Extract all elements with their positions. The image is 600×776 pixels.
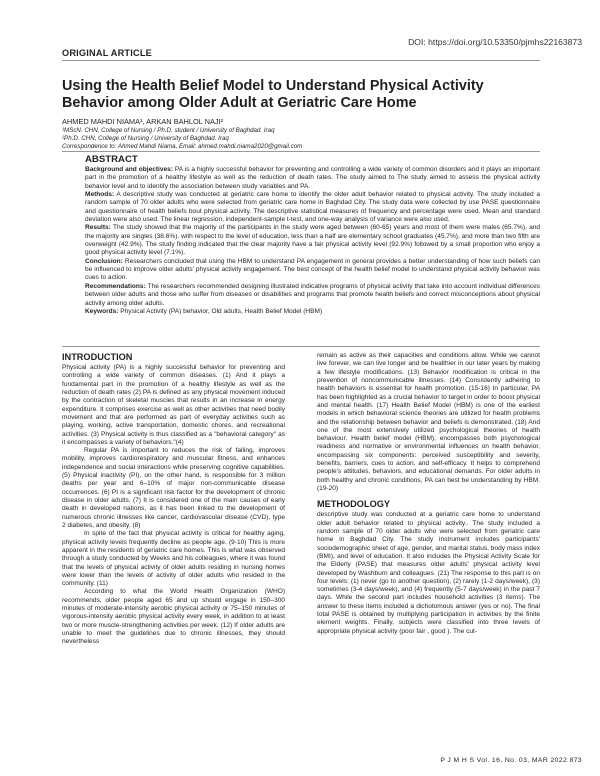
affiliation-2: ²Ph.D. CHN, College of Nursing / University of Baghdad. Iraq xyxy=(62,135,229,142)
article-type: ORIGINAL ARTICLE xyxy=(62,48,152,58)
abstract-bottom-divider xyxy=(62,346,540,347)
abstract-heading: ABSTRACT xyxy=(85,154,138,165)
abstract-text: The researchers recommended designing illustrated indicative programs of physical activity that take into account individual differences between older adults and those who suffer from diseases or disabilities and programs that promote health beliefs and correct misconceptions about physical activity among older adults. xyxy=(85,282,540,307)
abstract-label: Keywords: xyxy=(85,307,119,315)
page-footer: P J M H S Vol. 16, No. 03, MAR 2022 873 xyxy=(440,757,582,764)
intro-paragraph: Regular PA is important to reduces the risk of falling, improves mobility, improves cardiorespiratory and muscular fitness, and enhances independence and social interactions while preserving cognitive capabilities. (5) Physical inactivity (PI), on the other hand, is responsible for 3 million deaths per year and 6–10% of major non-communicable disease occurrences. (6) PI is a significant risk factor for the development of chronic disease in older adults. (7) It is considered one of the main causes of early death in developed nations, as it has been linked to the development of numerous chronic illnesses like cancer, cardiovascular disease (CVD), type 2 diabetes, and obesity. (8) xyxy=(62,447,285,529)
abstract-label: Background and objectives: xyxy=(85,166,173,173)
abstract-conclusion xyxy=(85,258,540,283)
intro-continued-paragraph: remain as active as their capacities and conditions allow. While we cannot live forever, we can live longer and be healthier in our later years by making a few lifestyle modifications. (13) Behavior modification is critical in the prevention of noncommunicable illnesses. (14) Consistently adhering to health behaviors is essential for health promotion. (15-16) In particular, PA has been highlighted as a crucial behavior to target in order to boost physical and mental health. (17) Health Belief Model (HBM) is one of the earliest models in which behavioral science theories are utilized for health problems and the relationship between behavior and beliefs is demonstrated. (18) And one of the most extensively utilized psychological theories of health behaviour. Health belief model (HBM), encompasses both psychological readiness and normative or environmental influences on health behavior, encompassing six components: perceived susceptibility and severity, benefits, barriers, cues to action, and self-efficacy. It helps to comprehend people's attitudes, behaviors, and educational demands. For older adults in both healthy and chronic conditions, PA can best be understanding by HBM. (19-20) xyxy=(317,352,540,492)
abstract-label: Recommendations: xyxy=(85,282,146,290)
abstract-text: Physical Activity (PA) behavior, Old adults, Health Belief Model (HBM) xyxy=(118,307,323,315)
abstract-text: A descriptive study was conducted at geriatric care home to identify the older adult behavior related to physical activity. The study included a random sample of 70 older adults who were selected from geriatric care home in Baghdad City. The study data were collected by use PASE questionnaire and questionnaire of health beliefs bout physical activity. The descriptive statistical measures of frequency and percentage were used. Mean and standard deviation were also used. The linear regression, independent-sample t-test, and one-way analysis of variance were also used. xyxy=(85,191,540,224)
abstract-results xyxy=(85,224,540,257)
paper-title: Using the Health Belief Model to Understand Physical Activity Behavior among Older Adult at Geriatric Care Home xyxy=(62,78,484,111)
abstract-text: Researchers concluded that using the HBM to understand PA engagement in general provides a better understanding of how such beliefs can be influenced to improve older adults' physical activity engagement. The best concept of the health belief model to understand physical activity behavior was cues to action. xyxy=(85,257,540,282)
intro-paragraph: In spite of the fact that physical activity is critical for healthy aging, physical activity levels frequently decline as people age. (9-10) This is more apparent in the residents of geriatric care homes. This is what was observed through a study conducted by Weeks and his colleagues, where it was found that the levels of physical activity of older adults residing in nursing homes were lower than the levels of activity of older adults who resided in the community. (11) xyxy=(62,530,285,588)
author-list: AHMED MAHDI NIAMA¹, ARKAN BAHLOL NAJI² xyxy=(62,117,224,126)
abstract-label: Methods: xyxy=(85,191,115,199)
abstract-block xyxy=(85,154,540,316)
affiliation-1: ¹MScN. CHN, College of Nursing / Ph.D. student / University of Baghdad. Iraq xyxy=(62,127,275,134)
abstract-top-divider xyxy=(62,151,540,152)
abstract-label: Results: xyxy=(85,224,111,232)
abstract-recommendations xyxy=(85,283,540,308)
methodology-paragraph: descriptive study was conducted at a geriatric care home to understand older adult behavior related to physical activity.. The study included a random sample of 70 older adults who were selected from geriatric care home in Baghdad City. The study instrument includes participants' sociodemographic sheet of age, gender, and marital status, body mass index (BMI), and level of education. It also includes the Physical Activity Scale for the Elderly (PASE) that measures older adults' physical activity level developed by Washburn and colleagues. (21) The response to this part is on four levels: (1) never (go to another question), (2) rarely (1-2 days/week), (3) sometimes (3-4 days/week), and (4) frequently (5-7 days/week) in the past 7 days. While the second part includes household activities (3 items). The answer to these items included a dichotomous answer (yes or no). The final total PASE is obtained by multiplying participation in activities by the finite element weights. Finally, subjects were classified into three levels of appropriate physical activity (poor fair , good ). The cut- xyxy=(317,511,540,635)
abstract-text: The study showed that the majority of the participants in the study were aged between (60-65) years and most of them were males (65.7%), and the majority are singles (38.6%). with respect to the level of education, less than a half are elementary school graduates (45.7%), and more than two fifth are overweight (42.9%). The study finding indicated that the clear majority have a fair physical activity level (92.9%) followed by a small proportion who enjoy a good physical activity level (7.1%). xyxy=(85,224,540,257)
top-divider xyxy=(62,60,540,61)
doi-line[interactable]: DOI: https://doi.org/10.53350/pjmhs22163873 xyxy=(408,37,582,47)
abstract-keywords xyxy=(85,308,540,316)
abstract-label: Conclusion: xyxy=(85,257,123,265)
abstract-methods xyxy=(85,191,540,224)
intro-paragraph: Physical activity (PA) is a highly successful behavior for preventing and controlling a wide variety of common diseases. (1) And it plays a fundamental part in the promotion of a healthy lifestyle as well as the reduction of death rates (2) PA is defined as any physical movement induced by the contraction of skeletal muscles that results in an increase in energy expenditure. It comprises exercise as well as other activities that need bodily movement and that are performed as part of everyday activities such as playing, working, active transportation, domestic chores, and recreational activities. (3) Physical activity is thus classified as a "behavioral category" as it encompasses a variety of behaviors."(4) xyxy=(62,364,285,446)
correspondence: Correspondence to: Ahmed Mahdi Niama, Email: ahmed.mahdi.niama2020@gmail.com xyxy=(62,143,303,150)
right-column xyxy=(317,352,540,636)
abstract-text: PA is a highly successful behavior for preventing and controlling a wide variety of common disorders and it plays an important part in the promotion of a healthy lifestyle as well as the reduction of death rates. The study aimed to The study aimed to assess the physical activity behavior level and to identify the association between study variables and PA. xyxy=(85,166,540,190)
methodology-heading: METHODOLOGY xyxy=(317,499,390,510)
left-column xyxy=(62,352,285,647)
introduction-heading: INTRODUCTION xyxy=(62,352,133,362)
intro-paragraph: According to what the World Health Organization (WHO) recommends, older people aged 65 and up should engage in 150–300 minutes of moderate-intensity aerobic physical activity or 75–150 minutes of vigorous-intensity aerobic physical activity every week, in addition to at least two or more muscle-strengthening activities per week. (12) If older adults are unable to meet the guidelines due to chronic illnesses, they should nevertheless xyxy=(62,588,285,646)
abstract-background xyxy=(85,166,540,191)
